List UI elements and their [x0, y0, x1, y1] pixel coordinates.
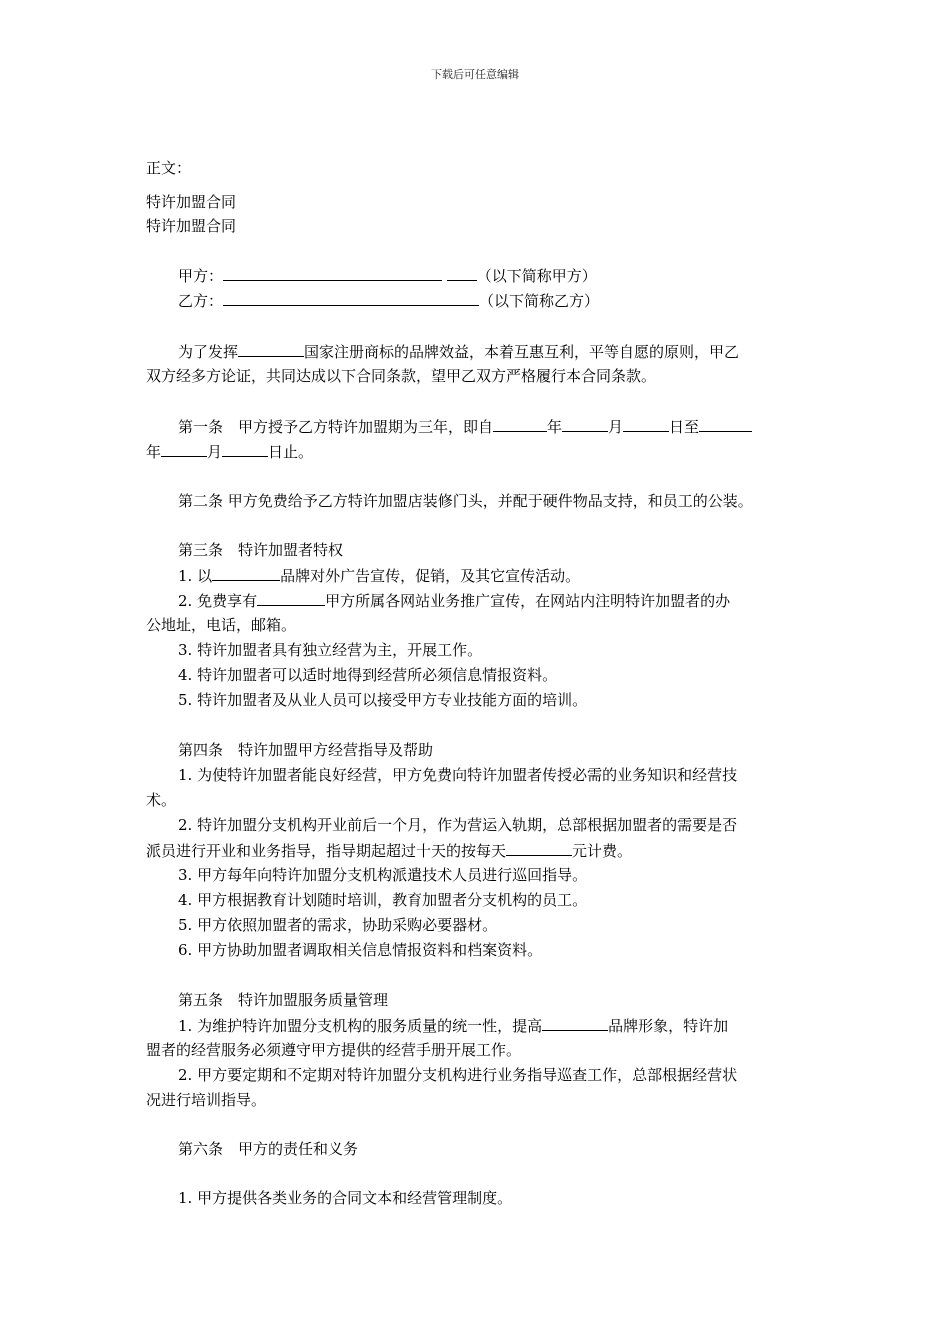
intro-line-1 — [178, 341, 739, 362]
article-3-item-4: 4. 特许加盟者可以适时地得到经营所必须信息情报资料。 — [178, 666, 558, 684]
end-year-blank[interactable] — [699, 416, 752, 432]
item-text: 1. 以 — [178, 567, 213, 585]
contract-title: 特许加盟合同 — [146, 193, 237, 211]
start-month-blank[interactable] — [562, 416, 608, 432]
item-text-cont: 甲方所属各网站业务推广宣传，在网站内注明特许加盟者的办 — [325, 592, 731, 610]
end-label: 日止。 — [268, 443, 314, 461]
article-4-item-2-cont — [146, 840, 632, 861]
article-4-item-5: 5. 甲方依照加盟者的需求，协助采购必要器材。 — [178, 916, 498, 934]
article-5-item-2: 2. 甲方要定期和不定期对特许加盟分支机构进行业务指导巡查工作，总部根据经营状 — [178, 1066, 738, 1084]
party-b-suffix: （以下简称乙方） — [479, 292, 600, 310]
article-4-item-4: 4. 甲方根据教育计划随时培训，教育加盟者分支机构的员工。 — [178, 891, 588, 909]
start-year-blank[interactable] — [493, 416, 547, 432]
article-4-item-1-cont: 术。 — [146, 791, 177, 809]
item-text-cont: 品牌对外广告宣传，促销，及其它宣传活动。 — [280, 567, 581, 585]
article-5-title: 第五条 特许加盟服务质量管理 — [178, 991, 389, 1009]
article-2: 第二条 甲方免费给予乙方特许加盟店装修门头，并配于硬件物品支持，和员工的公装。 — [178, 492, 753, 510]
item-text: 派员进行开业和业务指导，指导期起超过十天的按每天 — [146, 842, 507, 860]
item-text-cont: 元计费。 — [572, 842, 633, 860]
month-label: 月 — [608, 418, 624, 436]
party-a-suffix: （以下简称甲方） — [476, 267, 597, 285]
article-3-item-3: 3. 特许加盟者具有独立经营为主，开展工作。 — [178, 641, 483, 659]
article-3-title: 第三条 特许加盟者特权 — [178, 541, 344, 559]
article-3-item-2-cont: 公地址，电话，邮箱。 — [146, 616, 297, 634]
article-4-item-1: 1. 为使特许加盟者能良好经营，甲方免费向特许加盟者传授必需的业务知识和经营技 — [178, 766, 738, 784]
contract-title-repeat: 特许加盟合同 — [146, 217, 237, 235]
intro-text-cont: 国家注册商标的品牌效益，本着互惠互利，平等自愿的原则，甲乙 — [304, 343, 740, 361]
month-label-2: 月 — [207, 443, 223, 461]
article-3-item-2 — [178, 590, 730, 611]
article-1-line-1 — [178, 416, 752, 437]
end-day-blank[interactable] — [222, 441, 268, 457]
year-label: 年 — [547, 418, 563, 436]
article-3-item-5: 5. 特许加盟者及从业人员可以接受甲方专业技能方面的培训。 — [178, 691, 588, 709]
brand-blank[interactable] — [238, 341, 304, 357]
body-heading: 正文： — [146, 159, 192, 177]
article-5-item-2-cont: 况进行培训指导。 — [146, 1091, 267, 1109]
party-a-blank[interactable] — [223, 265, 442, 281]
year-label-2: 年 — [146, 443, 162, 461]
website-blank[interactable] — [257, 590, 325, 606]
article-3-item-1 — [178, 565, 580, 586]
article-5-item-1 — [178, 1015, 728, 1036]
article-5-item-1-cont: 盟者的经营服务必须遵守甲方提供的经营手册开展工作。 — [146, 1041, 522, 1059]
brand-blank-3[interactable] — [542, 1015, 608, 1031]
article-4-item-6: 6. 甲方协助加盟者调取相关信息情报资料和档案资料。 — [178, 941, 543, 959]
article-4-item-2: 2. 特许加盟分支机构开业前后一个月，作为营运入轨期，总部根据加盟者的需要是否 — [178, 816, 738, 834]
daily-fee-blank[interactable] — [506, 840, 572, 856]
page-header: 下载后可任意编辑 — [431, 68, 519, 81]
intro-line-2: 双方经多方论证，共同达成以下合同条款，望甲乙双方严格履行本合同条款。 — [146, 367, 657, 385]
party-b-line — [178, 290, 599, 311]
article-4-item-3: 3. 甲方每年向特许加盟分支机构派遣技术人员进行巡回指导。 — [178, 866, 588, 884]
end-month-blank[interactable] — [161, 441, 207, 457]
party-a-blank-2[interactable] — [447, 265, 477, 281]
intro-text: 为了发挥 — [178, 343, 239, 361]
brand-blank-2[interactable] — [212, 565, 280, 581]
article-6-item-1: 1. 甲方提供各类业务的合同文本和经营管理制度。 — [178, 1189, 513, 1207]
party-a-label: 甲方： — [178, 267, 224, 285]
day-to-label: 日至 — [669, 418, 700, 436]
article-1-line-2 — [146, 441, 313, 462]
article-4-title: 第四条 特许加盟甲方经营指导及帮助 — [178, 741, 434, 759]
item-text: 2. 免费享有 — [178, 592, 258, 610]
item-text-cont: 品牌形象，特许加 — [608, 1017, 729, 1035]
article-1-text: 第一条 甲方授予乙方特许加盟期为三年，即自 — [178, 418, 494, 436]
party-a-line — [178, 265, 597, 286]
party-b-label: 乙方： — [178, 292, 224, 310]
item-text: 1. 为维护特许加盟分支机构的服务质量的统一性，提高 — [178, 1017, 543, 1035]
article-6-title: 第六条 甲方的责任和义务 — [178, 1140, 359, 1158]
start-day-blank[interactable] — [623, 416, 669, 432]
party-b-blank[interactable] — [223, 290, 479, 306]
